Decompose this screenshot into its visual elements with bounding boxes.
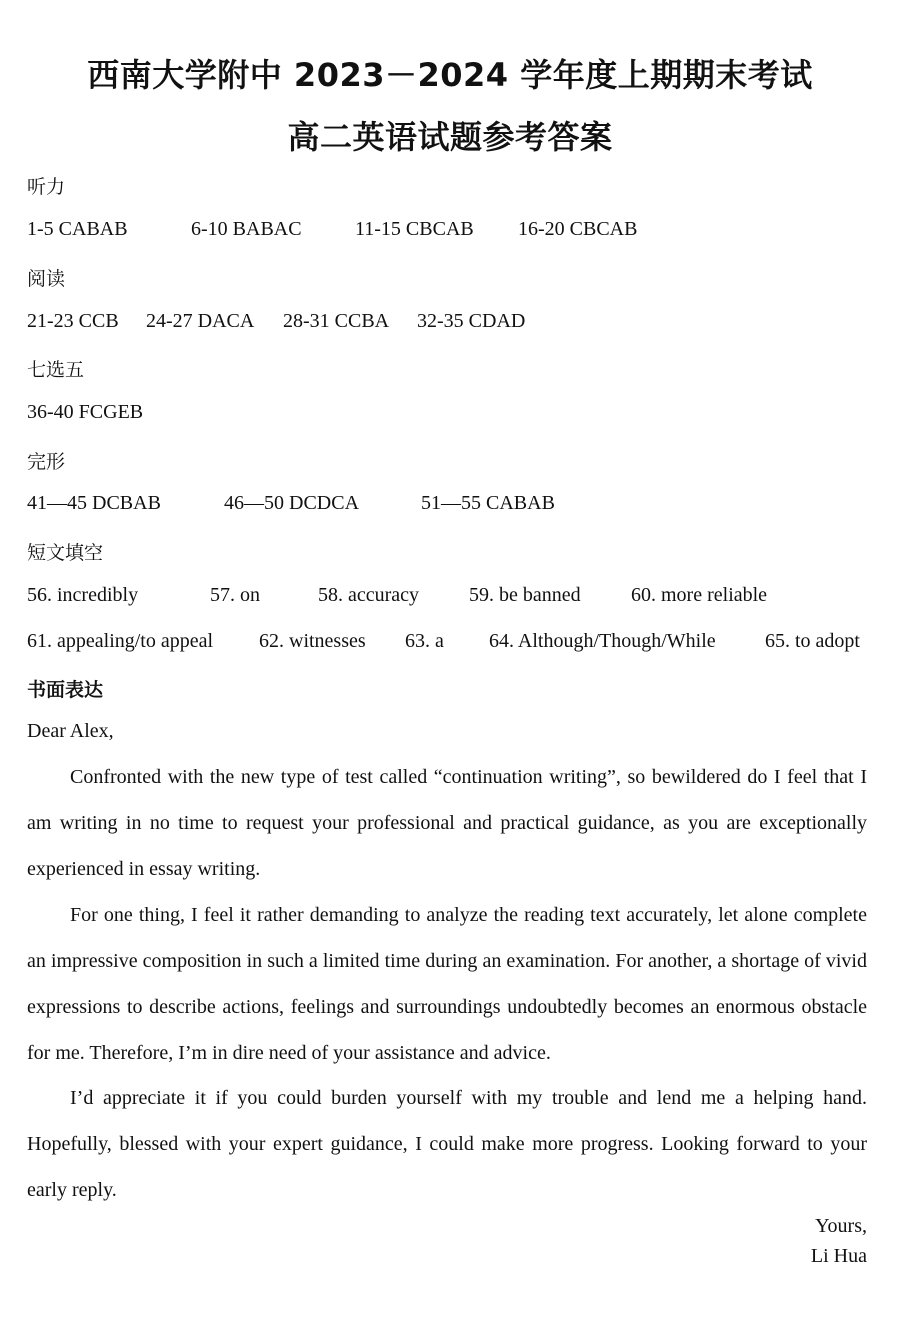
answer-group: 21-23 CCB: [27, 310, 119, 332]
letter-salutation: Dear Alex,: [27, 720, 114, 742]
answer-item: 65. to adopt: [765, 630, 860, 652]
letter-signature: Li Hua: [810, 1245, 867, 1267]
answer-group: 28-31 CCBA: [283, 310, 390, 332]
answer-item: 63. a: [405, 630, 444, 652]
answer-group: 51—55 CABAB: [421, 492, 555, 514]
section-label-writing: 书面表达: [27, 679, 104, 701]
page-subtitle: 高二英语试题参考答案: [287, 118, 613, 156]
answer-item: 56. incredibly: [27, 584, 139, 606]
section-label-cloze: 完形: [27, 451, 66, 473]
answer-group: 46—50 DCDCA: [224, 492, 360, 514]
letter-paragraph: For one thing, I feel it rather demanding to analyze the reading text accurately, let alone complete an impressive composition in such a limited time during an examination. For another, a shortage of vivid expressions to describe actions, feelings and surroundings undoubtedly becomes an enormous obstacle for me. Therefore, I’m in dire need of your assistance and advice.: [27, 904, 867, 1064]
answer-group: 6-10 BABAC: [191, 218, 302, 240]
answer-item: 61. appealing/to appeal: [27, 630, 214, 652]
section-label-reading: 阅读: [27, 268, 66, 290]
section-label-listening: 听力: [27, 176, 66, 198]
answer-group: 1-5 CABAB: [27, 218, 128, 240]
answer-item: 64. Although/Though/While: [489, 630, 716, 652]
section-label-grammar-fill: 短文填空: [27, 542, 104, 564]
page-title: 西南大学附中 2023－2024 学年度上期期末考试: [87, 56, 813, 94]
answer-item: 62. witnesses: [259, 630, 366, 652]
answer-group: 11-15 CBCAB: [355, 218, 474, 240]
letter-paragraph: I’d appreciate it if you could burden yourself with my trouble and lend me a helping hand. Hopefully, blessed with your expert guidance, I could make more progress. Looking forward to your early reply.: [27, 1087, 867, 1201]
answer-item: 58. accuracy: [318, 584, 420, 606]
section-label-seven-five: 七选五: [27, 359, 85, 381]
answer-group: 16-20 CBCAB: [518, 218, 638, 240]
answer-item: 59. be banned: [469, 584, 581, 606]
answer-item: 57. on: [210, 584, 260, 606]
answer-group: 24-27 DACA: [146, 310, 255, 332]
answer-item: 60. more reliable: [631, 584, 768, 606]
answer-group: 32-35 CDAD: [417, 310, 526, 332]
letter-paragraph: Confronted with the new type of test called “continuation writing”, so bewildered do I feel that I am writing in no time to request your professional and practical guidance, as you are exceptionally experienced in essay writing.: [27, 766, 867, 880]
letter-closing: Yours,: [815, 1215, 867, 1237]
answer-group: 41—45 DCBAB: [27, 492, 161, 514]
answer-group: 36-40 FCGEB: [27, 401, 144, 423]
